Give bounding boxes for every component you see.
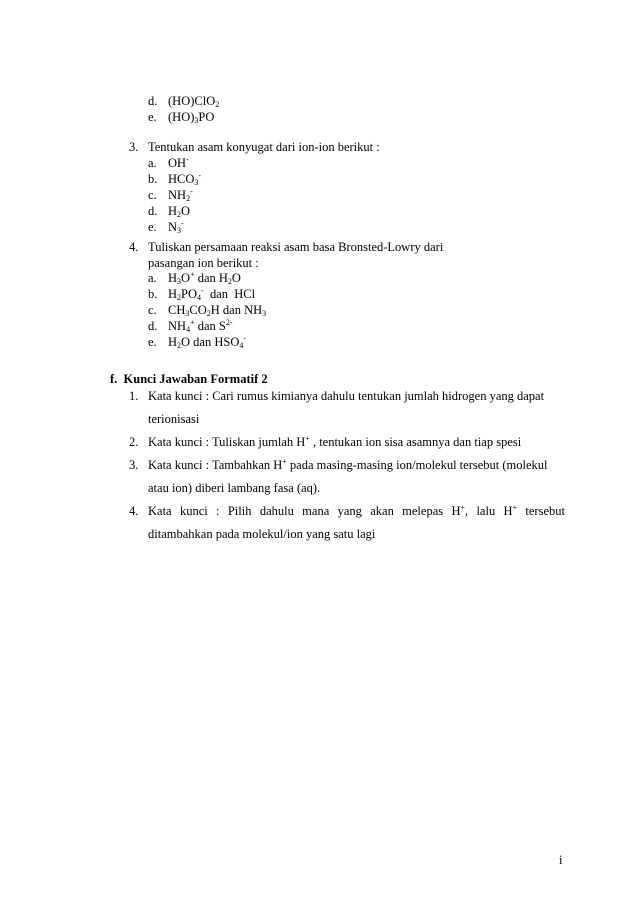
answer-key-1-continued: terionisasi xyxy=(148,412,200,426)
h-plus-term-2: H+ xyxy=(503,503,518,518)
answer-key-4-number: 4. xyxy=(129,504,139,518)
q4-item-c: c. $CH_3CO_2H$ dan $NH_3$ xyxy=(148,303,267,318)
q3-item-e: e. $N_3^-$ xyxy=(148,219,184,235)
q3-item-c: c. $NH_2^-$ xyxy=(148,187,193,203)
page-number: i xyxy=(559,853,563,867)
question-3: 3. Tentukan asam konyugat dari ion-ion berikut : xyxy=(129,140,380,154)
answer-key-4-continued: ditambahkan pada molekul/ion yang satu lagi xyxy=(148,527,376,541)
h-plus-term-1: H+, xyxy=(451,503,469,518)
q3-item-b: b. $HCO_3^-$ xyxy=(148,171,202,187)
q4-item-e: e. $H_2O$ dan $HSO_4^-$ xyxy=(148,334,247,350)
answer-key-2: 2. Kata kunci : Tuliskan jumlah H+ , tentukan ion sisa asamnya dan tiap spesi xyxy=(129,434,522,449)
answer-key-3-continued: atau ion) diberi lambang fasa (aq). xyxy=(148,481,321,495)
answer-key-4: Kata kunci : Pilih dahulu mana yang akan melepas H+, lalu H+ tersebut xyxy=(148,503,565,518)
section-f-heading: f. Kunci Jawaban Formatif 2 xyxy=(110,372,268,386)
question-4-continued: pasangan ion berikut : xyxy=(148,256,259,270)
q3-item-d: d. $H_2O$ xyxy=(148,204,191,219)
answer-key-1: 1. Kata kunci : Cari rumus kimianya dahulu tentukan jumlah hidrogen yang dapat xyxy=(129,389,545,403)
q4-item-d: d. $NH_4^+$ dan $S^{2-}$ xyxy=(148,318,233,334)
q4-item-b: b. $H_2PO_4^-$ dan HCl xyxy=(148,286,256,302)
list-item-e: e. $(HO)_3PO$ xyxy=(148,110,215,125)
q3-item-a: a. OH- xyxy=(148,155,189,170)
answer-key-3: 3. Kata kunci : Tambahkan H+ pada masing-masing ion/molekul tersebut (molekul xyxy=(129,457,548,472)
list-item-d: d. (HO)ClO$_2$ xyxy=(148,94,220,109)
question-4: 4. Tuliskan persamaan reaksi asam basa Bronsted-Lowry dari xyxy=(129,240,444,254)
q4-item-a: a. $H_3O^+$ dan $H_2O$ xyxy=(148,270,241,286)
